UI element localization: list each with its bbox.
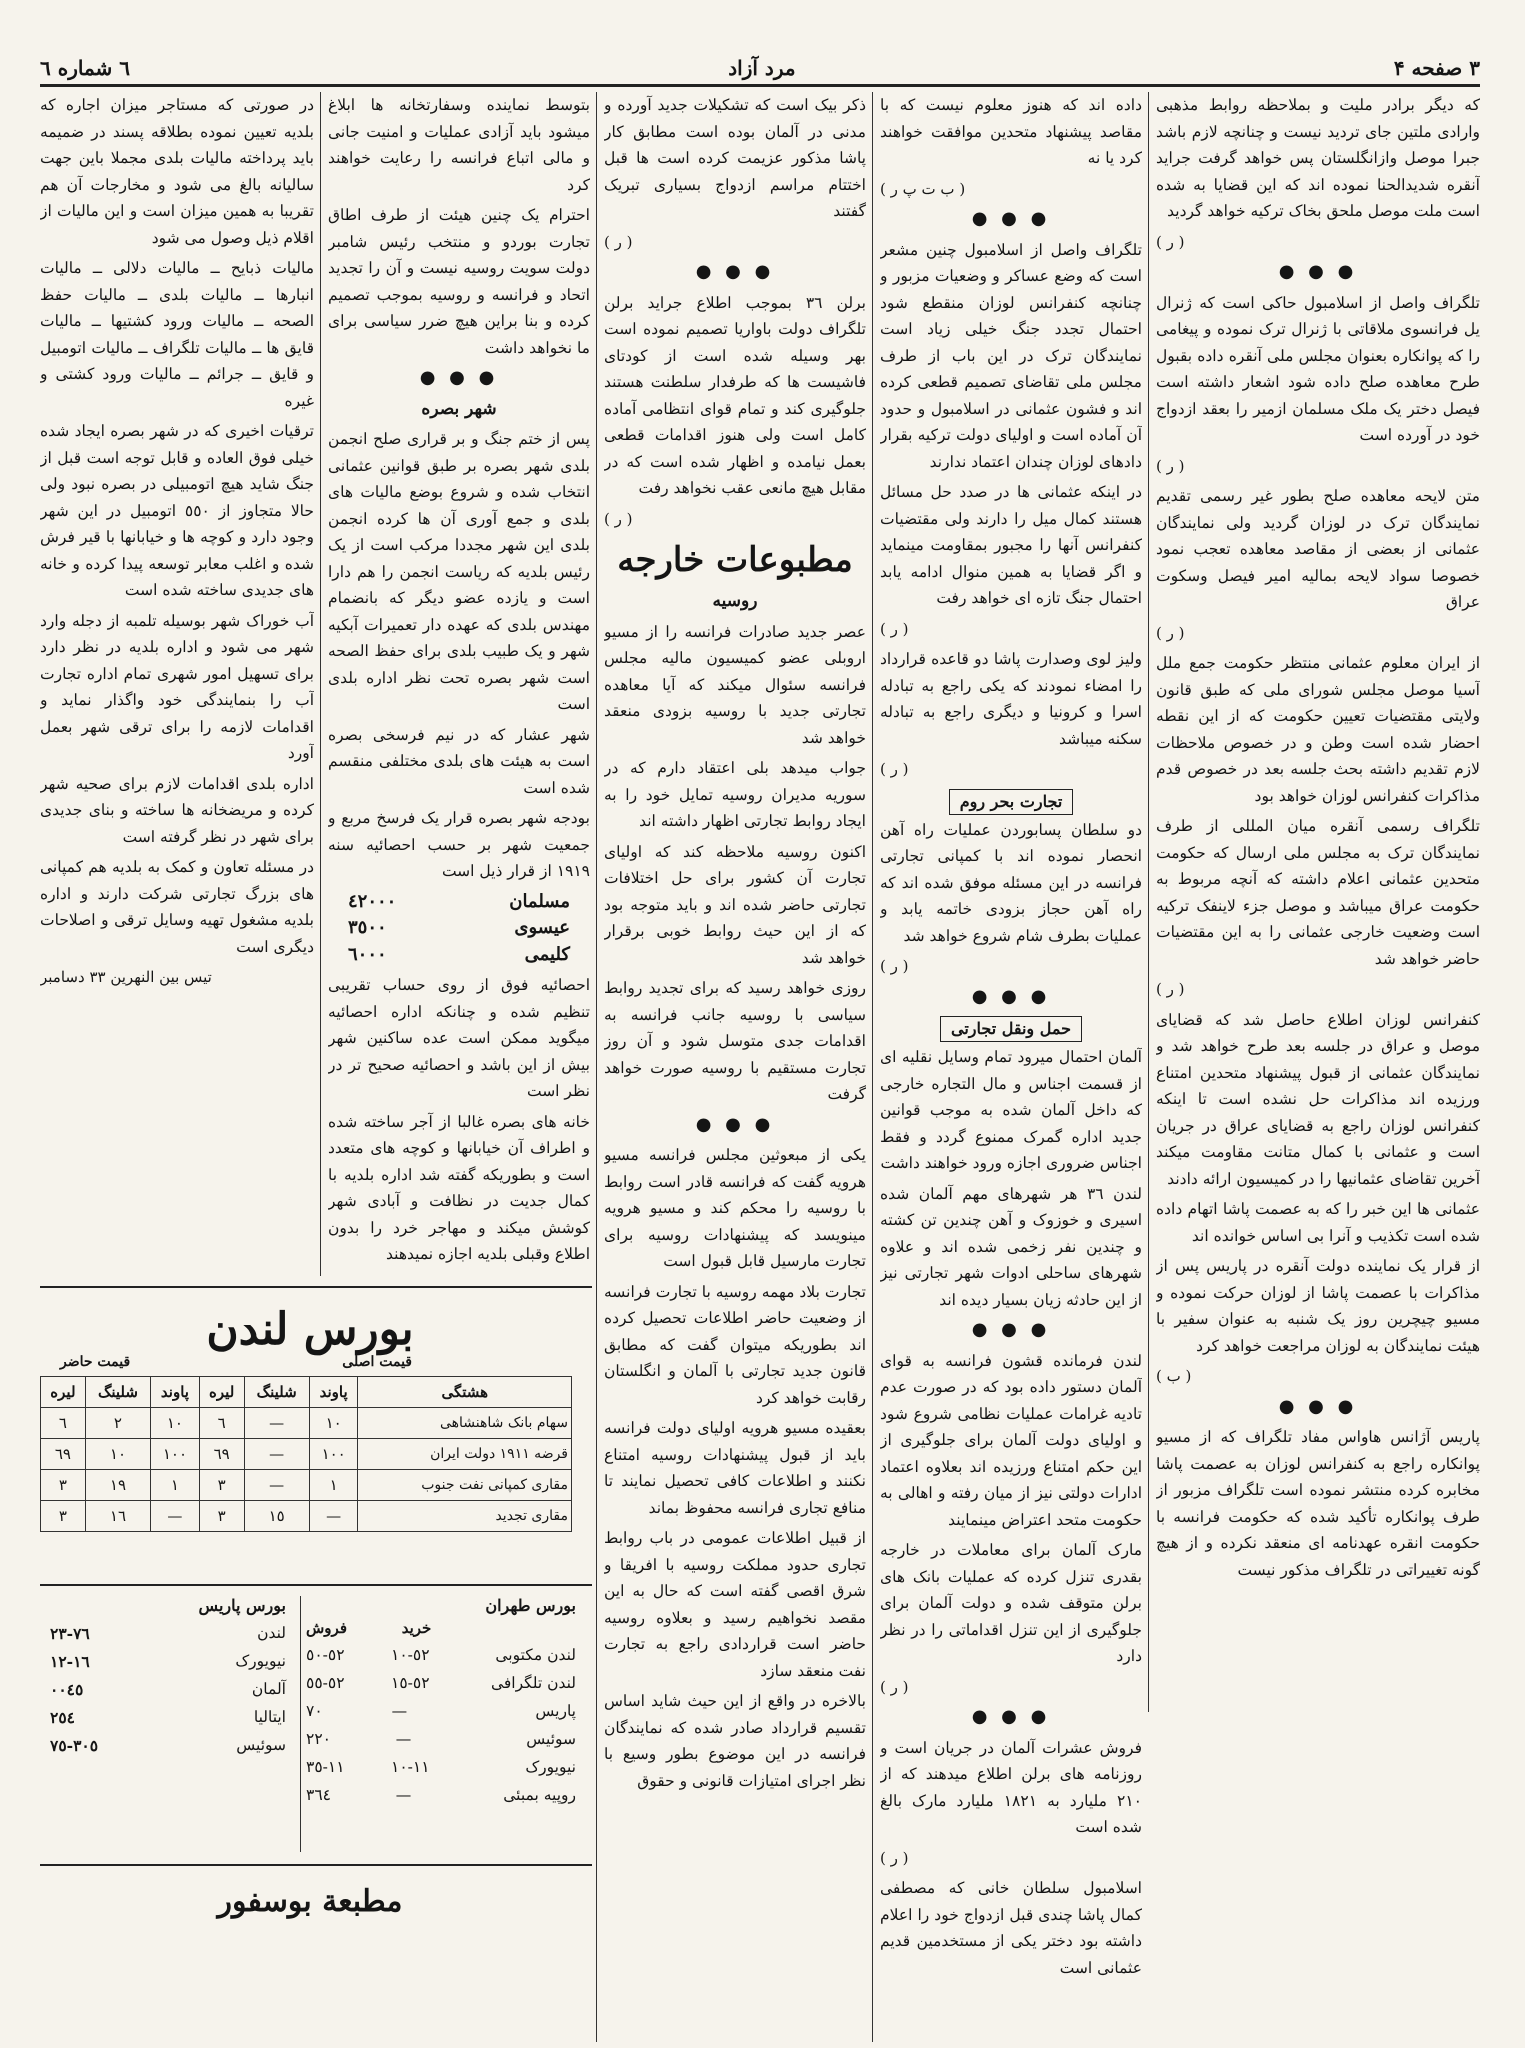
article-paragraph: بالاخره در واقع از این حیث شاید اساس تقسیم قرارداد صادر شده که نمایندگان فرانسه در این موضوع بطور وسیع با نظر اجرای امتیازات قانونی و حقوق — [604, 1692, 866, 1790]
column-3 — [604, 92, 866, 2042]
table-header-cell: لیره — [41, 1377, 86, 1408]
column-rule — [320, 92, 321, 1276]
article-paragraph: احترام یک چنین هیئت از طرف اطاق تجارت بوردو و منتخب رئیس شامبر دولت سویت روسیه نیست و آن را تجدید اتحاد و فرانسه و روسیه بموجب تصمیم کرده و بنا براین هیچ ضرر سیاسی برای ما نخواهد داشت — [328, 206, 590, 357]
source-signature: ( ر ) — [880, 1848, 909, 1867]
article-paragraph: شهر عشار که در نیم فرسخی بصره است به هیئت های بلدی مختلفی منقسم شده است — [328, 725, 590, 797]
buy-rate: ٥٢-١٠ — [391, 1646, 430, 1664]
column-4 — [328, 92, 590, 1276]
sell-rate: ١١-٣٥ — [306, 1758, 345, 1776]
source-signature: ( ر ) — [880, 619, 909, 638]
article-paragraph: لندن ٣٦ هر شهرهای مهم آلمان شده اسیری و خوزوک و آهن چندین تن کشته و چندین نفر زخمی شده اند و علاوه شهرهای ساحلی ادوات شهر تجارتی نیز از این حادثه زیان بسیار دیده اند — [880, 1184, 1142, 1309]
group-previous-price: قیمت اصلی — [342, 1354, 412, 1370]
source-signature: ( ر ) — [604, 232, 633, 251]
paris-bourse-row — [50, 1647, 286, 1675]
article-paragraph: از قرار یک نماینده دولت آنقره در پاریس پس از مذاکرات با عصمت پاشا از لوزان حرکت نموده و مسیو چیچرین روز یک شنبه به عنوان سفیر با هیئت نمایندگان به لوزان مراجعت خواهد کرد — [1156, 1257, 1480, 1355]
section-separator: ● ● ● — [1278, 261, 1358, 282]
article-paragraph: یکی از مبعوثین مجلس فرانسه مسیو هرویه گفت که فرانسه قادر است روابط با روسیه را محکم کند و مسیو هرویه مینویسد که پیشنهادات روسیه برای تجارت مارسیل قابل قبول است — [604, 1146, 866, 1270]
source-signature: ( ر ) — [1156, 456, 1185, 475]
article-paragraph: که دیگر برادر ملیت و بملاحظه روابط مذهبی وارادی ملتین جای تردید نیست و چنانچه لازم باشد جبرا موصل وازانگلستان پس خواهد گرفت جراید آنقره شدیدالحنا نموده اند که این قضایا به شده است ملت موصل ملحق بخاک ترکیه خواهد گردید — [1156, 96, 1480, 220]
buy-rate: ١١-١٠ — [391, 1758, 430, 1776]
article-paragraph: تجارت بلاد مهمه روسیه با تجارت فرانسه از وضعیت حاضر اطلاعات تحصیل کرده اند بطوریکه میتوان گفت که مطابق قانون جدید تجارتی با آلمان و انگلستان رقابت خواهد کرد — [604, 1282, 866, 1407]
price-cell: ٣ — [199, 1470, 244, 1501]
sell-column-label: فروش — [306, 1619, 348, 1637]
table-row — [41, 1439, 572, 1470]
price-cell: — — [244, 1470, 309, 1501]
printer-name: مطبعة بوسفور — [217, 1884, 403, 1919]
table-header-cell: لیره — [199, 1377, 244, 1408]
article-paragraph: عثمانی ها این خبر را که به عصمت پاشا اتهام داده شده است تکذیب و آنرا بی اساس خوانده اند — [1156, 1200, 1480, 1245]
table-header-cell: شلینگ — [85, 1377, 150, 1408]
security-name-cell: مقاری کمپانی نفت جنوب — [358, 1470, 572, 1501]
article-paragraph: پس از ختم جنگ و بر قراری صلح انجمن بلدی شهر بصره بر طبق قوانین عثمانی انتخاب شده و شروع بوضع مالیات های بلدی و جمع آوری آن ها کرده انجمن بلدی این شهر مجددا مرکب است از یک رئیس بلدیه که ریاست انجمن را هم دارا است و یازده عضو دیگر که بانضمام مهندس بلدی که عهده دار تعمیرات آبکیه شهر و یک طبیب بلدی برای حفظ الصحه است شهر بصره تحت نظر اداره بلدی است — [328, 430, 590, 713]
currency-name: نیویورک — [525, 1758, 576, 1776]
paper-name: مرد آزاد — [728, 56, 796, 80]
currency-name: آلمان — [251, 1680, 286, 1698]
article-paragraph: بتوسط نماینده وسفارتخانه ها ابلاغ میشود باید آزادی عملیات و امنیت جانی و مالی اتباع فرانسه را رعایت خواهند کرد — [328, 96, 590, 194]
tehran-bourse-row — [306, 1725, 576, 1753]
price-cell: ٦٩ — [41, 1439, 86, 1470]
price-cell: ١٩ — [85, 1470, 150, 1501]
sell-rate: ٥٢-٥٠ — [306, 1646, 345, 1664]
source-signature: ( ر ) — [880, 760, 909, 778]
section-rule — [40, 1864, 592, 1866]
buy-column-label: خرید — [401, 1619, 432, 1637]
article-paragraph: داده اند که هنوز معلوم نیست که با مقاصد پیشنهاد متحدین موافقت خواهند کرد یا نه — [880, 96, 1142, 167]
paris-bourse-row — [50, 1703, 286, 1731]
paris-bourse-row — [50, 1675, 286, 1703]
section-separator: ● ● ● — [695, 261, 775, 282]
section-separator: ● ● ● — [695, 1113, 775, 1135]
article-paragraph: در مسئله تعاون و کمک به بلدیه هم کمپانی های بزرگ تجارتی شرکت دارند و اداره بلدیه مشغول تهیه وسایل ترقی و اصلاحات دیگری است — [40, 858, 314, 956]
sell-rate: ٣٦٤ — [306, 1786, 331, 1804]
population-count: ٤٢٠٠٠ — [348, 890, 397, 912]
security-name-cell: قرضه ١٩١١ دولت ایران — [358, 1439, 572, 1470]
price-cell: ٢ — [85, 1408, 150, 1439]
buy-rate: — — [395, 1786, 412, 1804]
section-separator: ● ● ● — [971, 1706, 1051, 1727]
population-group: عیسوی — [514, 917, 570, 938]
column-rule — [596, 92, 597, 2042]
source-signature: ( ر ) — [604, 509, 633, 528]
source-signature: تیس بین النهرین ٣٣ دسامبر — [40, 968, 212, 986]
price-cell: ٣ — [41, 1501, 86, 1532]
article-paragraph: مارک آلمان برای معاملات در خارجه بقدری تنزل کرده که عملیات بانک های برلن متوقف شده و دولت آلمان برای جلوگیری از این تنزل اقداماتی را در نظر دارد — [880, 1541, 1142, 1665]
currency-name: لندن مکتوبی — [495, 1646, 576, 1664]
boxed-heading-wrap — [880, 1014, 1142, 1044]
article-paragraph: اکنون روسیه ملاحظه کند که اولیای تجارت آن کشور برای حل اختلافات تجارتی حاضر شده اند و باید متوجه بود که از این حیث روابط خوبی برقرار خواهد شد — [604, 842, 866, 967]
boxed-heading: تجارت بحر روم — [949, 789, 1074, 815]
section-separator: ● ● ● — [971, 985, 1051, 1007]
tehran-bourse-row — [306, 1669, 576, 1697]
price-cell: ١٥ — [244, 1501, 309, 1532]
table-header-cell: هشتگی — [358, 1377, 572, 1408]
column-1 — [1156, 92, 1480, 2042]
table-header-cell: پاوند — [151, 1377, 200, 1408]
article-paragraph: از قبیل اطلاعات عمومی در باب روابط تجاری حدود مملکت روسیه با افریقا و شرق اقصی گفته است که حال به این مقصد نخواهیم رسید و بعلاوه روسیه حاضر است قراردادی راجع به تجارت نفت منعقد سازد — [604, 1529, 866, 1680]
source-signature: ( ب ت پ ر ) — [880, 179, 966, 198]
price-cell: — — [244, 1439, 309, 1470]
section-separator: ● ● ● — [971, 1319, 1051, 1340]
article-paragraph: اسلامبول سلطان خانی که مصطفی کمال پاشا چندی قبل ازدواج خود را اعلام داشته بود دختر یکی از مستخدمین قدیم عثمانی است — [880, 1879, 1142, 1977]
article-paragraph: برلن ٣٦ بموجب اطلاع جراید برلن تلگراف دولت باواریا تصمیم نموده است بهر وسیله شده است از کودتای فاشیست ها که طرفدار سلطنت هستند جلوگیری کند و تمام قوای انتظامی آماده کامل است ولی هنوز اقدامات قطعی بعمل نیامده و اظهار شده است که در مقابل هیچ مانعی عقب نخواهد رفت — [604, 293, 866, 497]
masthead — [40, 52, 1480, 87]
population-count: ٣٥٠٠ — [348, 917, 387, 938]
article-paragraph: ولیز لوی وصدارت پاشا دو قاعده قرارداد را امضاء نمودند که یکی راجع به تبادله اسرا و کرونیا و دیگری راجع به تبادله سکنه میباشد — [880, 650, 1142, 748]
article-paragraph: دو سلطان پسابوردن عملیات راه آهن انحصار نموده اند با کمپانی تجارتی فرانسه در این مسئله موفق شده اند که راه آهن حجاز بزودی خاتمه یابد و عملیات بطرف شام شروع خواهد شد — [880, 820, 1142, 945]
population-table — [348, 889, 570, 969]
article-paragraph: مالیات ذبایح ــ مالیات دلالی ــ مالیات انبارها ــ مالیات بلدی ــ مالیات حفظ الصحه ــ مالیات ورود کشتیها ــ مالیات قایق ها ــ مالیات تلگراف ــ مالیات اتومبیل و قایق ــ جرائم ــ مالیات ورود کشتی و غیره — [40, 259, 314, 410]
population-group: کلیمی — [524, 943, 570, 965]
price-cell: ٣ — [199, 1501, 244, 1532]
article-paragraph: در صورتی که مستاجر میزان اجاره که بلدیه تعیین نموده بطلاقه پسند در ضمیمه باید پرداخته مالیات بلدی مجملا باین جهت سالیانه بالغ می شود و مخارجات آن هم تقریبا به همین میزان است و این مالیات از اقلام ذیل وصول می شود — [40, 96, 314, 247]
article-paragraph: لندن فرمانده قشون فرانسه به قوای آلمان دستور داده بود که در صورت عدم تادیه غرامات عملیات نظامی شروع شود و اولیای دولت آلمان برای جلوگیری از این حکم امتناع ورزیده اند بعلاوه اعتماد ادارات دولتی نیز از میان رفته و اهالی به حکومت متحد اعتراض مینمایند — [880, 1351, 1142, 1529]
table-header-cell: شلینگ — [244, 1377, 309, 1408]
tehran-bourse-columns — [306, 1619, 576, 1637]
sell-rate: ٧٠ — [306, 1702, 323, 1720]
article-paragraph: ترقیات اخیری که در شهر بصره ایجاد شده خیلی فوق العاده و قابل توجه است قبل از جنگ شاید هیچ اتومبیلی در بصره نبود ولی حالا متجاوز از ٥٥٠ اتومبیل در این شهر وجود دارد و کوچه ها و خیابانها با قیر فرش شده و اغلب معابر توسعه پیدا کرده و خانه های جدیدی ساخته شده است — [40, 422, 314, 599]
tehran-bourse-row — [306, 1753, 576, 1781]
security-name-cell: سهام بانک شاهنشاهی — [358, 1408, 572, 1439]
sell-rate: ٥٢-٥٥ — [306, 1674, 345, 1692]
population-count: ٦٠٠٠ — [348, 943, 387, 965]
article-paragraph: احصائیه فوق از روی حساب تقریبی تنظیم شده و چنانکه اداره احصائیه میگوید ممکن است عده ساکنین شهر بیش از این باشد و احصائیه صحیح تر در نظر است — [328, 976, 590, 1100]
source-signature: ( ر ) — [1156, 623, 1185, 642]
paris-bourse-row — [50, 1731, 286, 1759]
exchange-rate: ٧٦-٢٣ — [50, 1623, 90, 1643]
source-signature: ( ر ) — [880, 1677, 909, 1696]
source-signature: ( ر ) — [1156, 980, 1185, 998]
source-signature: ( ر ) — [1156, 232, 1185, 251]
exchange-rate: ٣٠٥-٧٥ — [50, 1735, 99, 1755]
page-number-label: ٣ صفحه ۴ — [1393, 56, 1480, 80]
column-rule — [872, 92, 873, 2042]
tehran-bourse-row — [306, 1781, 576, 1809]
price-cell: ٦ — [41, 1408, 86, 1439]
article-paragraph: از ایران معلوم عثمانی منتظر حکومت جمع ملل آسیا موصل مجلس شورای ملی که طبق قانون ولایتی مقتضیات تعیین حکومت که از این نقطه احضار شده است وطن و در خصوص ملاحظات لازم تقدیم داشته بحث جلسه بعد در خصوص قدم مذاکرات کنفرانس لوزان خواهد بود — [1156, 654, 1480, 805]
exchange-rate: ٢٥٤ — [50, 1707, 75, 1727]
section-headline: مطبوعات خارجه — [617, 540, 853, 580]
population-row — [348, 915, 570, 942]
population-group: مسلمان — [509, 890, 570, 912]
article-paragraph: اداره بلدی اقدامات لازم برای صحیه شهر کرده و مریضخانه ها ساخته و بنای جدیدی برای شهر در نظر گرفته است — [40, 774, 314, 846]
paris-bourse-row — [50, 1619, 286, 1647]
section-separator: ● ● ● — [971, 208, 1051, 229]
tehran-bourse-row — [306, 1697, 576, 1725]
column-2 — [880, 92, 1142, 2042]
article-subheading: شهر بصره — [421, 398, 497, 419]
article-paragraph: آب خوراک شهر بوسیله تلمبه از دجله وارد شهر می شود و اداره بلدیه در نظر دارد برای تسهیل امور شهری تمام اداره تجارت آب را بنمایندگی خود واگذار نماید و اقدامات لازمه را برای ترقی شهر بعمل آورد — [40, 611, 314, 762]
london-bourse-title: بورس لندن — [206, 1304, 414, 1355]
article-paragraph: بودجه شهر بصره قرار یک فرسخ مربع و جمعیت شهر بر حسب احصائیه سنه ١٩١٩ از قرار ذیل است — [328, 809, 590, 880]
london-bourse-table-wrap — [40, 1376, 572, 1532]
exchange-rate: ٠٠٤٥ — [50, 1679, 84, 1699]
tehran-bourse — [306, 1596, 576, 1809]
article-paragraph: متن لایحه معاهده صلح بطور غیر رسمی تقدیم نمایندگان ترک در لوزان گردید ولی نمایندگان عثمانی از بعضی از مقاصد معاهده تعجب نمود خصوصا سواد لایحه بمالیه امیر فیصل وسکوت عراق — [1156, 487, 1480, 611]
issue-number-label: ٦ شماره ٦ — [40, 56, 130, 80]
table-row — [41, 1501, 572, 1532]
article-paragraph: عصر جدید صادرات فرانسه را از مسیو اروبلی عضو کمیسیون مالیه مجلس فرانسه سئوال میکند که آیا معاهده تجارتی جدید با روسیه بزودی منعقد خواهد شد — [604, 622, 866, 747]
article-paragraph: تلگراف واصل از اسلامبول حاکی است که ژنرال یل فرانسوی ملاقاتی با ژنرال ترک نموده و پیغامی را که پوانکاره بعنوان مجلس ملی آنقره داده بقبول طرح معاهده صلح داده شود اشعار داشته است فیصل دختر یک ملک مسلمان ازمیر را بعقد ازدواج خود در آورده است — [1156, 293, 1480, 444]
section-rule — [40, 1584, 592, 1586]
currency-name: سوئیس — [526, 1730, 576, 1748]
boxed-heading-wrap — [880, 787, 1142, 817]
paris-bourse — [50, 1596, 286, 1759]
buy-rate: ٥٢-١٥ — [391, 1674, 430, 1692]
buy-rate: — — [395, 1730, 412, 1748]
exchange-rate: ١٦-١٢ — [50, 1651, 90, 1671]
article-paragraph: جواب میدهد بلی اعتقاد دارم که در سوریه مدیران روسیه تمایل خود را به ایجاد روابط تجارتی اظهار داشته اند — [604, 759, 866, 830]
price-cell: ١٠ — [151, 1408, 200, 1439]
article-paragraph: در اینکه عثمانی ها در صدد حل مسائل هستند کمال میل را دارند ولی مقتضیات کنفرانس آنها را مجبور بمقاومت مینماید و اگر قضایا به همین منوال ادامه یابد احتمال جنگ تازه ای خواهد رفت — [880, 483, 1142, 607]
currency-name: لندن — [257, 1624, 286, 1642]
bourse-divider — [300, 1596, 301, 1852]
currency-name: روپیه بمبئی — [503, 1786, 576, 1804]
column-5 — [40, 92, 314, 1276]
population-row — [348, 889, 570, 916]
article-paragraph: روزی خواهد رسید که برای تجدید روابط سیاسی با روسیه جانب فرانسه به اقدامات جدی متوسل شود و آن روز تجارت مستقیم با روسیه صورت خواهد گرفت — [604, 979, 866, 1103]
group-current-price: قیمت حاضر — [60, 1354, 131, 1370]
price-cell: ١٠ — [85, 1439, 150, 1470]
currency-name: نیویورک — [235, 1652, 286, 1670]
buy-rate: — — [391, 1702, 408, 1720]
price-cell: ١ — [309, 1470, 358, 1501]
security-name-cell: مقاری تجدید — [358, 1501, 572, 1532]
article-paragraph: پاریس آژانس هاواس مفاد تلگراف که از مسیو پوانکاره راجع به کنفرانس لوزان به عصمت پاشا مخابره کرده منتشر نموده است تلگراف مزبور از طرف پوانکاره تأکید شده که حکومت فرانسه با حکومت انقره عهدنامه ای منعقد نکرده و از هیچ گونه تغییراتی در تلگراف مذکور نیست — [1156, 1428, 1480, 1579]
price-cell: ١٠٠ — [151, 1439, 200, 1470]
population-row — [348, 942, 570, 969]
table-row — [41, 1408, 572, 1439]
section-separator: ● ● ● — [419, 367, 499, 388]
price-cell: ٦٩ — [199, 1439, 244, 1470]
sell-rate: ٢٢٠ — [306, 1730, 331, 1748]
currency-name: سوئیس — [236, 1736, 286, 1754]
price-cell: — — [151, 1501, 200, 1532]
article-paragraph: آلمان احتمال میرود تمام وسایل نقلیه ای از قسمت اجناس و مال التجاره خارجی که داخل آلمان شده به موجب قوانین جدید اداره گمرک ممنوع گردد و فقط اجناس ضروری اجازه ورود خواهند داشت — [880, 1048, 1142, 1172]
price-cell: — — [309, 1501, 358, 1532]
price-cell: ٣ — [41, 1470, 86, 1501]
article-paragraph: بعقیده مسیو هرویه اولیای دولت فرانسه باید از قبول پیشنهادات روسیه امتناع نکنند و اطلاعات کافی تحصیل نمایند تا منافع تجاری فرانسه محفوظ بماند — [604, 1419, 866, 1517]
price-cell: — — [244, 1408, 309, 1439]
tehran-bourse-row — [306, 1641, 576, 1669]
article-paragraph: خانه های بصره غالبا از آجر ساخته شده و اطراف آن خیابانها و کوچه های متعدد است و بطوریکه گفته شد اداره بلدیه با کمال جدیت در نظافت و آبادی شهر کوشش میکند و مهاجر خرد را بدون اطلاع وقبلی بلدیه اجازه نمیدهند — [328, 1112, 590, 1263]
price-cell: ١٠ — [309, 1408, 358, 1439]
column-rule — [1148, 92, 1149, 1712]
source-signature: ( ر ) — [880, 957, 909, 975]
article-paragraph: فروش عشرات آلمان در جریان است و روزنامه های برلن اطلاع میدهند که از ٢١٠ ملیارد به ١٨٢١ ملیارد مارک بالغ شده است — [880, 1738, 1142, 1836]
article-paragraph: کنفرانس لوزان اطلاع حاصل شد که قضایای موصل و عراق در جلسه بعد طرح خواهد شد و نمایندگان عثمانی از قبول پیشنهاد متحدین امتناع ورزیده اند مذاکرات حل نشده است تا اینکه کنفرانس لوزان راجع به قضایای عراق در جریان است و عثمانی با کمال متانت مقاومت میکند آخرین تقاضای عثمانیها را در کمیسیون ارائه دادند — [1156, 1010, 1480, 1188]
price-cell: ٦ — [199, 1408, 244, 1439]
currency-name: لندن تلگرافی — [490, 1674, 576, 1692]
table-header-cell: پاوند — [309, 1377, 358, 1408]
article-subheading: روسیه — [712, 591, 758, 611]
section-rule — [40, 1286, 592, 1288]
table-row — [41, 1470, 572, 1501]
article-paragraph: تلگراف رسمی آنقره میان المللی از طرف نمایندگان ترک به مجلس ملی ارسال که حکومت متحدین عثمانی اعلام داشته که آنچه مربوط به حکومت عراق میباشد و موصل جزء لاینفک ترکیه است وضعیت خارجی عثمانی را به این مقتضیات حاضر خواهد شد — [1156, 817, 1480, 968]
currency-name: ایتالیا — [253, 1708, 286, 1726]
currency-name: پاریس — [535, 1702, 576, 1720]
source-signature: ( ب ) — [1156, 1367, 1192, 1385]
section-separator: ● ● ● — [1278, 1395, 1358, 1417]
london-bourse-table — [40, 1376, 572, 1532]
price-cell: ١ — [151, 1470, 200, 1501]
price-cell: ١٦ — [85, 1501, 150, 1532]
price-cell: ١٠٠ — [309, 1439, 358, 1470]
article-paragraph: ذکر بیک است که تشکیلات جدید آورده و مدنی در آلمان بوده است مطابق کار پاشا مذکور عزیمت کرده است ها قبل اختتام مراسم ازدواج بسیاری تبریک گفتند — [604, 96, 866, 220]
tehran-bourse-title: بورس طهران — [485, 1596, 576, 1615]
boxed-heading: حمل ونقل تجارتی — [940, 1016, 1082, 1042]
article-paragraph: تلگراف واصل از اسلامبول چنین مشعر است که وضع عساکر و وضعیات مزبور و چنانچه کنفرانس لوزان منقطع شود احتمال تجدد جنگ خیلی زیاد است نمایندگان ترک در این باب از طرف مجلس ملی تقاضای تصمیم قطعی کرده اند و فشون عثمانی در اسلامبول و حدود آن آماده است و اولیای دولت ترکیه بقرار دادهای لوزان چندان اعتماد ندارند — [880, 240, 1142, 471]
paris-bourse-title: بورس پاریس — [198, 1596, 286, 1615]
